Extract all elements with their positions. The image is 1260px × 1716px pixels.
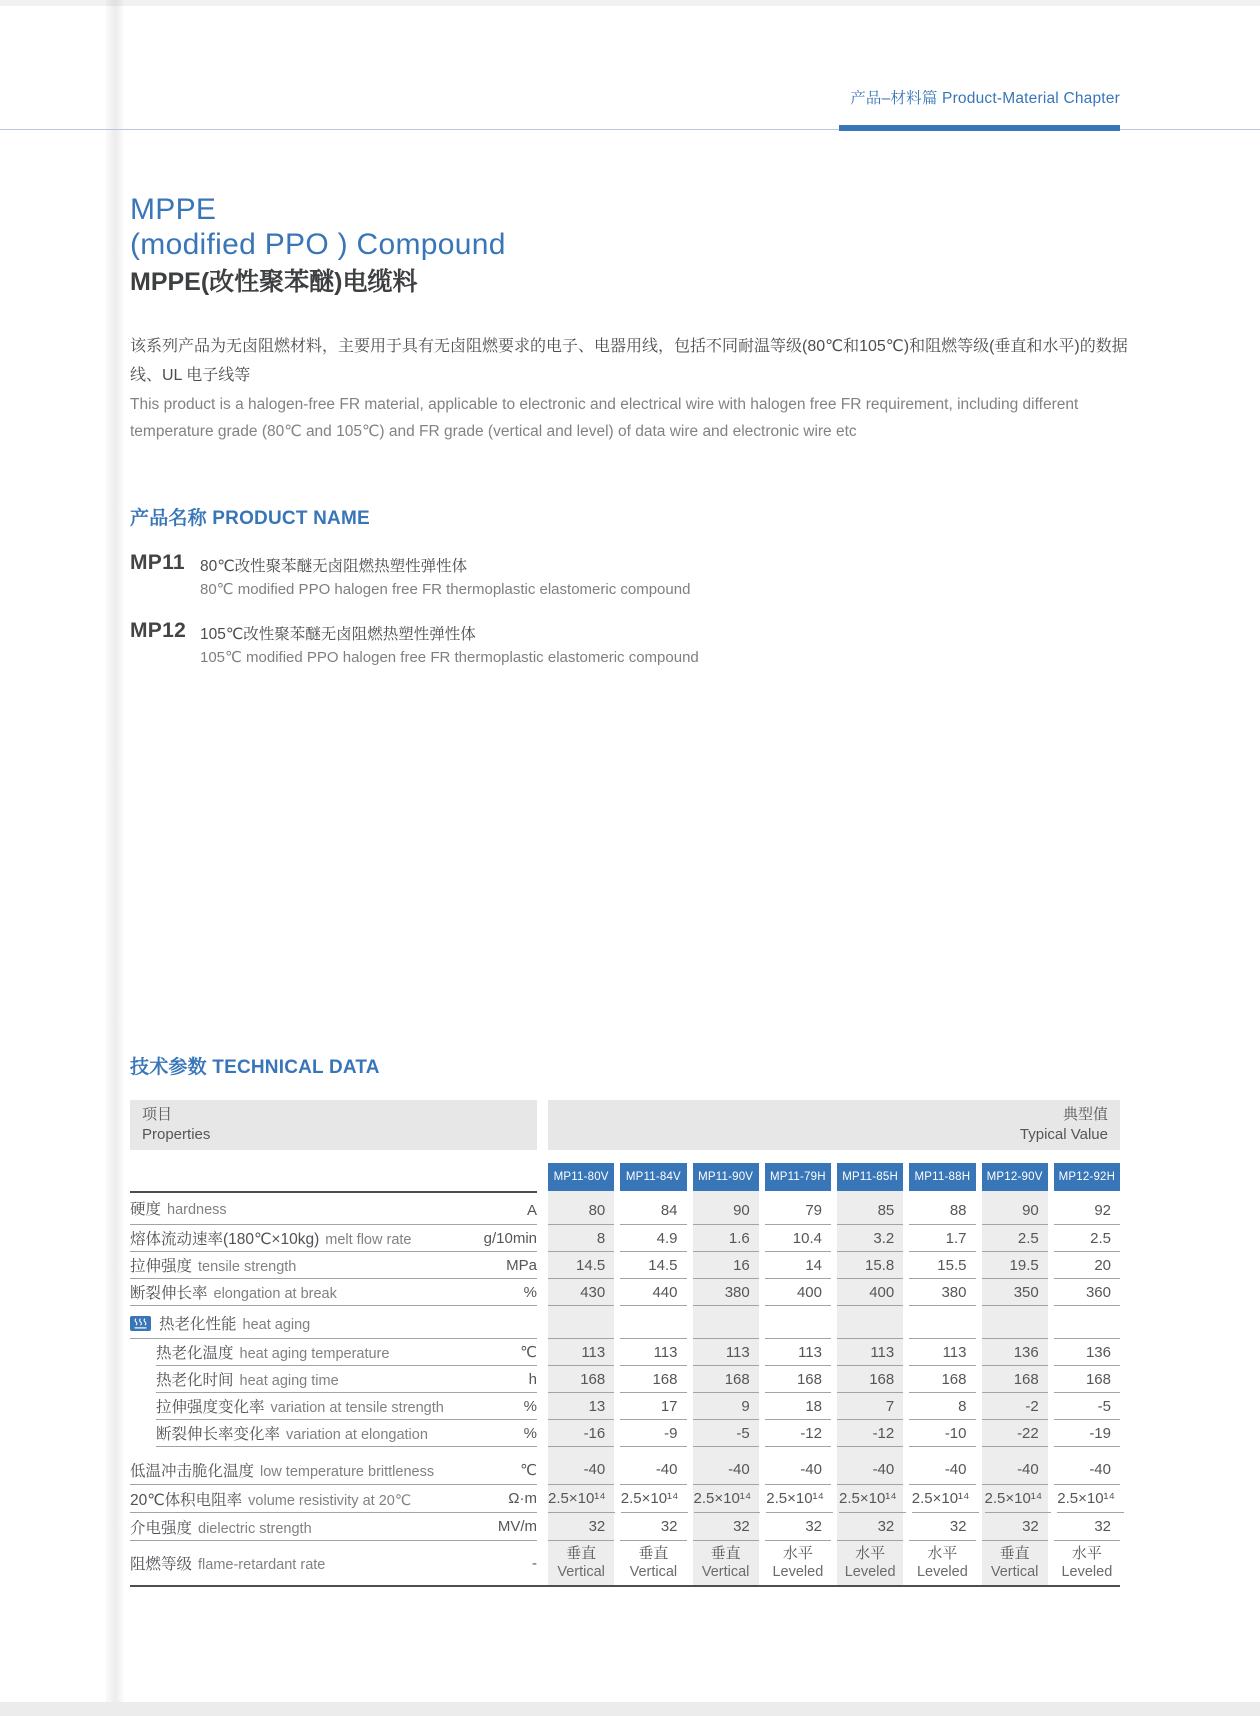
tech-value-cell: -40: [765, 1455, 831, 1485]
properties-label-en: Properties: [142, 1126, 211, 1143]
tech-row-label-zh: 断裂伸长率: [130, 1285, 208, 1302]
tech-value-cell: 92: [1054, 1191, 1120, 1225]
tech-value-cell: 32: [837, 1513, 903, 1541]
tech-value-cell: [765, 1541, 831, 1585]
product-title-zh: MPPE(改性聚苯醚)电缆料: [130, 268, 418, 296]
tech-value-cell: [765, 1447, 831, 1455]
tech-row-unit: MV/m: [497, 1518, 537, 1535]
tech-row-label: [130, 1227, 451, 1249]
tech-row: [130, 1513, 1120, 1541]
tech-row-values: [548, 1339, 1120, 1366]
tech-column-header: MP11-88H: [909, 1163, 975, 1191]
tech-row-label-zh: 拉伸强度变化率: [156, 1399, 265, 1416]
flame-grade-en: Vertical: [990, 1564, 1039, 1581]
tech-value-cell: 19.5: [982, 1252, 1048, 1279]
tech-value-cell: -22: [982, 1420, 1048, 1447]
tech-row-label-en: heat aging: [242, 1317, 311, 1333]
tech-value-cell: 14: [765, 1252, 831, 1279]
typical-value-header-box: [548, 1100, 1120, 1150]
tech-value-cell: 2.5×10¹⁴: [1057, 1485, 1124, 1513]
tech-row: [130, 1393, 1120, 1420]
product-desc-zh-mp11: 80℃改性聚苯醚无卤阻燃热塑性弹性体: [200, 558, 468, 575]
tech-row-values: [548, 1252, 1120, 1279]
tech-value-cell: 168: [909, 1366, 975, 1393]
tech-value-cell: 168: [620, 1366, 686, 1393]
tech-value-cell: 8: [909, 1393, 975, 1420]
tech-value-cell: [909, 1306, 975, 1339]
tech-value-cell: 1.7: [909, 1225, 975, 1252]
tech-value-cell: 17: [620, 1393, 686, 1420]
tech-value-cell: 113: [620, 1339, 686, 1366]
product-title-en-line2: (modified PPO ) Compound: [130, 228, 506, 261]
tech-value-cell: 168: [982, 1366, 1048, 1393]
tech-row-unit: %: [523, 1283, 537, 1301]
tech-value-cell: 15.5: [909, 1252, 975, 1279]
tech-row-unit: -: [532, 1554, 537, 1572]
intro-paragraph-en: This product is a halogen-free FR material, applicable to electronic and electrical wire with halogen free FR requirement, including different temperature grade (80℃ and 105℃) and FR grade (vertical and level) of data wire and electronic wire etc: [130, 396, 1079, 440]
tech-row-unit: %: [523, 1424, 537, 1442]
tech-row: [130, 1541, 1120, 1585]
tech-row-values: [548, 1191, 1120, 1225]
product-desc-en-mp12: 105℃ modified PPO halogen free FR thermoplastic elastomeric compound: [200, 649, 699, 666]
tech-row: [130, 1339, 1120, 1366]
tech-value-cell: 113: [909, 1339, 975, 1366]
tech-value-cell: 136: [982, 1339, 1048, 1366]
tech-row-values: [548, 1420, 1120, 1447]
tech-value-cell: [620, 1447, 686, 1455]
tech-value-cell: 400: [837, 1279, 903, 1306]
tech-row-values: [548, 1513, 1120, 1541]
tech-value-cell: [909, 1447, 975, 1455]
flame-grade-en: Vertical: [557, 1564, 605, 1581]
properties-header-box: [130, 1100, 537, 1150]
tech-row-label-en: volume resistivity at 20℃: [248, 1492, 412, 1509]
tech-row-label: [130, 1516, 451, 1538]
tech-row-label-en: flame-retardant rate: [198, 1557, 326, 1573]
tech-row: [130, 1420, 1120, 1447]
tech-value-cell: [620, 1541, 686, 1585]
tech-value-cell: 113: [548, 1339, 614, 1366]
table-top-border: [130, 1191, 537, 1193]
tech-value-cell: 13: [548, 1393, 614, 1420]
tech-row-label-area: [130, 1191, 537, 1225]
tech-value-cell: [693, 1541, 759, 1585]
tech-value-cell: -40: [693, 1455, 759, 1485]
tech-value-cell: 168: [837, 1366, 903, 1393]
tech-row-values: [548, 1225, 1120, 1252]
tech-row-label: [130, 1197, 451, 1219]
tech-row-label: [130, 1254, 451, 1276]
flame-grade-zh: 垂直: [638, 1544, 669, 1562]
tech-row-values: [548, 1447, 1120, 1455]
tech-value-cell: 2.5×10¹⁴: [985, 1485, 1052, 1513]
flame-grade-zh: 水平: [927, 1544, 958, 1562]
tech-value-cell: 1.6: [693, 1225, 759, 1252]
tech-value-cell: 14.5: [620, 1252, 686, 1279]
tech-row-label: [156, 1395, 451, 1417]
flame-grade-zh: 水平: [782, 1544, 813, 1562]
tech-row-label-en: low temperature brittleness: [260, 1463, 435, 1480]
flame-grade-en: Leveled: [844, 1564, 896, 1581]
tech-row-label-en: heat aging time: [239, 1373, 339, 1389]
tech-row-unit: A: [526, 1202, 537, 1219]
flame-grade-en: Leveled: [772, 1564, 824, 1581]
tech-value-cell: 4.9: [620, 1225, 686, 1252]
flame-grade-zh: 垂直: [999, 1544, 1030, 1562]
tech-row-values: [548, 1541, 1120, 1585]
tech-value-cell: 380: [909, 1279, 975, 1306]
tech-row-label-area: [130, 1225, 537, 1252]
tech-value-cell: 8: [548, 1225, 614, 1252]
tech-row-label-area: [130, 1252, 537, 1279]
tech-value-cell: 85: [837, 1191, 903, 1225]
tech-value-cell: [693, 1447, 759, 1455]
tech-value-cell: 32: [1054, 1513, 1120, 1541]
tech-value-cell: 350: [982, 1279, 1048, 1306]
header-accent-bar: [839, 125, 1120, 131]
tech-row-label-zh: 断裂伸长率变化率: [156, 1426, 281, 1443]
tech-row-label-en: melt flow rate: [325, 1232, 412, 1248]
tech-row: [130, 1455, 1120, 1485]
tech-row-label-area: [130, 1306, 537, 1339]
tech-row: [130, 1279, 1120, 1306]
tech-column-header: MP12-92H: [1054, 1163, 1120, 1191]
tech-row-label-en: variation at tensile strength: [270, 1400, 444, 1416]
tech-row-label-en: heat aging temperature: [239, 1346, 390, 1362]
tech-value-cell: [620, 1306, 686, 1339]
tech-row-label-area: [156, 1420, 537, 1447]
tech-value-cell: 136: [1054, 1339, 1120, 1366]
tech-value-cell: [548, 1541, 614, 1585]
tech-value-cell: 113: [693, 1339, 759, 1366]
tech-row-unit: Ω·m: [508, 1490, 537, 1507]
technical-data-table: [130, 1100, 1120, 1581]
technical-data-heading: 技术参数 TECHNICAL DATA: [130, 1057, 380, 1078]
tech-value-cell: 3.2: [837, 1225, 903, 1252]
tech-value-cell: 79: [765, 1191, 831, 1225]
tech-value-cell: 90: [982, 1191, 1048, 1225]
tech-value-cell: -12: [837, 1420, 903, 1447]
tech-row-label-zh: 20℃体积电阻率: [130, 1491, 243, 1509]
tech-value-cell: 32: [548, 1513, 614, 1541]
tech-value-cell: -19: [1054, 1420, 1120, 1447]
tech-value-cell: 20: [1054, 1252, 1120, 1279]
tech-row-label-zh: 熔体流动速率(180℃×10kg): [130, 1231, 320, 1248]
product-name-heading: 产品名称 PRODUCT NAME: [130, 508, 370, 529]
tech-row-values: [548, 1306, 1120, 1339]
tech-row-label-en: hardness: [167, 1202, 227, 1218]
tech-row-label: [156, 1422, 451, 1444]
tech-row-label: [130, 1488, 451, 1510]
tech-row: [130, 1485, 1120, 1513]
flame-grade-en: Vertical: [629, 1564, 678, 1581]
tech-value-cell: 2.5×10¹⁴: [912, 1485, 979, 1513]
tech-value-cell: 168: [548, 1366, 614, 1393]
tech-column-header: MP12-90V: [982, 1163, 1048, 1191]
tech-row-label-zh: 低温冲击脆化温度: [130, 1462, 255, 1480]
tech-value-cell: -2: [982, 1393, 1048, 1420]
tech-value-cell: [982, 1447, 1048, 1455]
tech-value-cell: [548, 1447, 614, 1455]
product-desc-zh-mp12: 105℃改性聚苯醚无卤阻燃热塑性弹性体: [200, 626, 476, 643]
tech-value-cell: 2.5: [1054, 1225, 1120, 1252]
tech-value-cell: -9: [620, 1420, 686, 1447]
product-code-mp11: MP11: [130, 551, 185, 574]
heat-aging-icon: [130, 1316, 151, 1331]
tech-row-unit: ℃: [520, 1344, 537, 1361]
tech-row-label: [156, 1341, 451, 1363]
tech-row: [130, 1447, 1120, 1455]
tech-value-cell: [982, 1306, 1048, 1339]
tech-value-cell: [1054, 1447, 1120, 1455]
tech-row-label-zh: 拉伸强度: [130, 1258, 193, 1275]
tech-value-cell: [693, 1306, 759, 1339]
tech-column-header: MP11-79H: [765, 1163, 831, 1191]
tech-column-header: MP11-85H: [837, 1163, 903, 1191]
typical-label-zh: 典型值: [1062, 1106, 1108, 1123]
tech-value-cell: 84: [620, 1191, 686, 1225]
tech-row: [130, 1366, 1120, 1393]
tech-row-label: [130, 1552, 451, 1574]
tech-row-values: [548, 1455, 1120, 1485]
tech-value-cell: 2.5: [982, 1225, 1048, 1252]
tech-row-label-area: [130, 1541, 537, 1585]
tech-row-unit: h: [528, 1370, 537, 1388]
tech-row-label-en: variation at elongation: [286, 1427, 428, 1443]
tech-row: [130, 1252, 1120, 1279]
table-header-band: [130, 1100, 1120, 1150]
tech-value-cell: 32: [765, 1513, 831, 1541]
tech-value-cell: 2.5×10¹⁴: [621, 1485, 688, 1513]
tech-value-cell: [1054, 1541, 1120, 1585]
tech-row-label-zh: 热老化时间: [156, 1372, 234, 1389]
tech-row-label-en: elongation at break: [213, 1286, 337, 1302]
tech-row-label-zh: 阻燃等级: [130, 1556, 193, 1573]
tech-value-cell: 10.4: [765, 1225, 831, 1252]
tech-value-cell: 2.5×10¹⁴: [839, 1485, 906, 1513]
tech-row-label-area: [130, 1279, 537, 1306]
tech-value-cell: 18: [765, 1393, 831, 1420]
tech-value-cell: -5: [693, 1420, 759, 1447]
flame-grade-zh: 垂直: [710, 1544, 741, 1562]
tech-value-cell: 360: [1054, 1279, 1120, 1306]
tech-value-cell: -12: [765, 1420, 831, 1447]
chapter-label: 产品–材料篇 Product-Material Chapter: [850, 90, 1120, 107]
product-code-mp12: MP12: [130, 619, 187, 642]
tech-value-cell: 7: [837, 1393, 903, 1420]
flame-grade-en: Leveled: [916, 1564, 968, 1581]
tech-value-cell: -40: [620, 1455, 686, 1485]
tech-value-cell: 2.5×10¹⁴: [548, 1485, 615, 1513]
table-rows: [130, 1191, 1120, 1585]
tech-value-cell: [837, 1306, 903, 1339]
tech-row-label-en: dielectric strength: [198, 1520, 312, 1537]
flame-grade-en: Vertical: [701, 1564, 750, 1581]
tech-row: [130, 1306, 1120, 1339]
tech-row-values: [548, 1366, 1120, 1393]
tech-value-cell: 14.5: [548, 1252, 614, 1279]
tech-row-label-area: [156, 1393, 537, 1420]
tech-value-cell: 168: [693, 1366, 759, 1393]
tech-value-cell: -40: [837, 1455, 903, 1485]
tech-row-label-en: tensile strength: [198, 1259, 297, 1275]
tech-row-values: [548, 1485, 1120, 1513]
tech-value-cell: [982, 1541, 1048, 1585]
tech-row-label: [130, 1312, 451, 1334]
tech-row: [130, 1225, 1120, 1252]
flame-grade-zh: 水平: [1071, 1544, 1102, 1562]
tech-row-values: [548, 1279, 1120, 1306]
tech-row-values: [548, 1393, 1120, 1420]
tech-value-cell: -16: [548, 1420, 614, 1447]
tech-value-cell: 32: [982, 1513, 1048, 1541]
tech-row-unit: ℃: [520, 1461, 537, 1479]
tech-value-cell: 16: [693, 1252, 759, 1279]
tech-value-cell: [837, 1541, 903, 1585]
tech-value-cell: -40: [982, 1455, 1048, 1485]
tech-column-header: MP11-84V: [620, 1163, 686, 1191]
table-bottom-border: [130, 1585, 1120, 1587]
tech-value-cell: 15.8: [837, 1252, 903, 1279]
tech-row-label-area: [130, 1455, 537, 1485]
tech-value-cell: 2.5×10¹⁴: [694, 1485, 761, 1513]
intro-paragraph-zh: 该系列产品为无卤阻燃材料，主要用于具有无卤阻燃要求的电子、电器用线，包括不同耐温等级(80℃和105℃)和阻燃等级(垂直和水平)的数据线、UL 电子线等: [130, 338, 1128, 384]
grade-column-headers: [548, 1163, 1120, 1191]
flame-grade-zh: 垂直: [566, 1544, 597, 1562]
tech-row-label-zh: 热老化温度: [156, 1345, 234, 1362]
tech-value-cell: 113: [837, 1339, 903, 1366]
tech-value-cell: 168: [1054, 1366, 1120, 1393]
tech-value-cell: -5: [1054, 1393, 1120, 1420]
properties-label-zh: 项目: [142, 1106, 173, 1123]
tech-row-unit: MPa: [506, 1256, 537, 1274]
tech-value-cell: -40: [909, 1455, 975, 1485]
flame-grade-zh: 水平: [855, 1544, 886, 1562]
tech-value-cell: -10: [909, 1420, 975, 1447]
tech-value-cell: 380: [693, 1279, 759, 1306]
tech-column-header: MP11-80V: [548, 1163, 614, 1191]
tech-row-label: [156, 1368, 451, 1390]
tech-value-cell: 113: [765, 1339, 831, 1366]
tech-value-cell: 80: [548, 1191, 614, 1225]
tech-value-cell: -40: [1054, 1455, 1120, 1485]
tech-value-cell: [765, 1306, 831, 1339]
tech-value-cell: 32: [909, 1513, 975, 1541]
tech-value-cell: 2.5×10¹⁴: [766, 1485, 833, 1513]
tech-value-cell: 88: [909, 1191, 975, 1225]
tech-row-label-area: [156, 1339, 537, 1366]
tech-row: [130, 1191, 1120, 1225]
tech-value-cell: [548, 1306, 614, 1339]
tech-column-header: MP11-90V: [693, 1163, 759, 1191]
tech-value-cell: 32: [620, 1513, 686, 1541]
tech-row-label: [130, 1459, 451, 1481]
tech-row-label-area: [130, 1485, 537, 1513]
tech-row-label-area: [130, 1447, 537, 1455]
tech-row-label-area: [156, 1366, 537, 1393]
product-title-en-line1: MPPE: [130, 193, 217, 226]
tech-value-cell: [909, 1541, 975, 1585]
tech-row-label-area: [130, 1513, 537, 1541]
tech-row-label: [130, 1281, 451, 1303]
tech-row-label-zh: 硬度: [130, 1201, 162, 1218]
tech-row-label-zh: 介电强度: [130, 1519, 193, 1537]
tech-row-unit: g/10min: [483, 1229, 537, 1247]
flame-grade-en: Leveled: [1061, 1564, 1113, 1581]
tech-value-cell: [837, 1447, 903, 1455]
tech-value-cell: [1054, 1306, 1120, 1339]
page-edge-bottom: [0, 1702, 1260, 1716]
tech-value-cell: 32: [693, 1513, 759, 1541]
page-edge-top: [0, 0, 1260, 6]
tech-value-cell: 90: [693, 1191, 759, 1225]
tech-value-cell: 9: [693, 1393, 759, 1420]
tech-value-cell: -40: [548, 1455, 614, 1485]
tech-value-cell: 400: [765, 1279, 831, 1306]
tech-row-label-zh: 热老化性能: [159, 1316, 237, 1333]
tech-value-cell: 430: [548, 1279, 614, 1306]
tech-value-cell: 440: [620, 1279, 686, 1306]
product-desc-en-mp11: 80℃ modified PPO halogen free FR thermoplastic elastomeric compound: [200, 581, 691, 598]
tech-row-unit: %: [523, 1397, 537, 1415]
page-gutter-shadow: [106, 0, 124, 1716]
typical-label-en: Typical Value: [1019, 1126, 1108, 1143]
tech-value-cell: 168: [765, 1366, 831, 1393]
